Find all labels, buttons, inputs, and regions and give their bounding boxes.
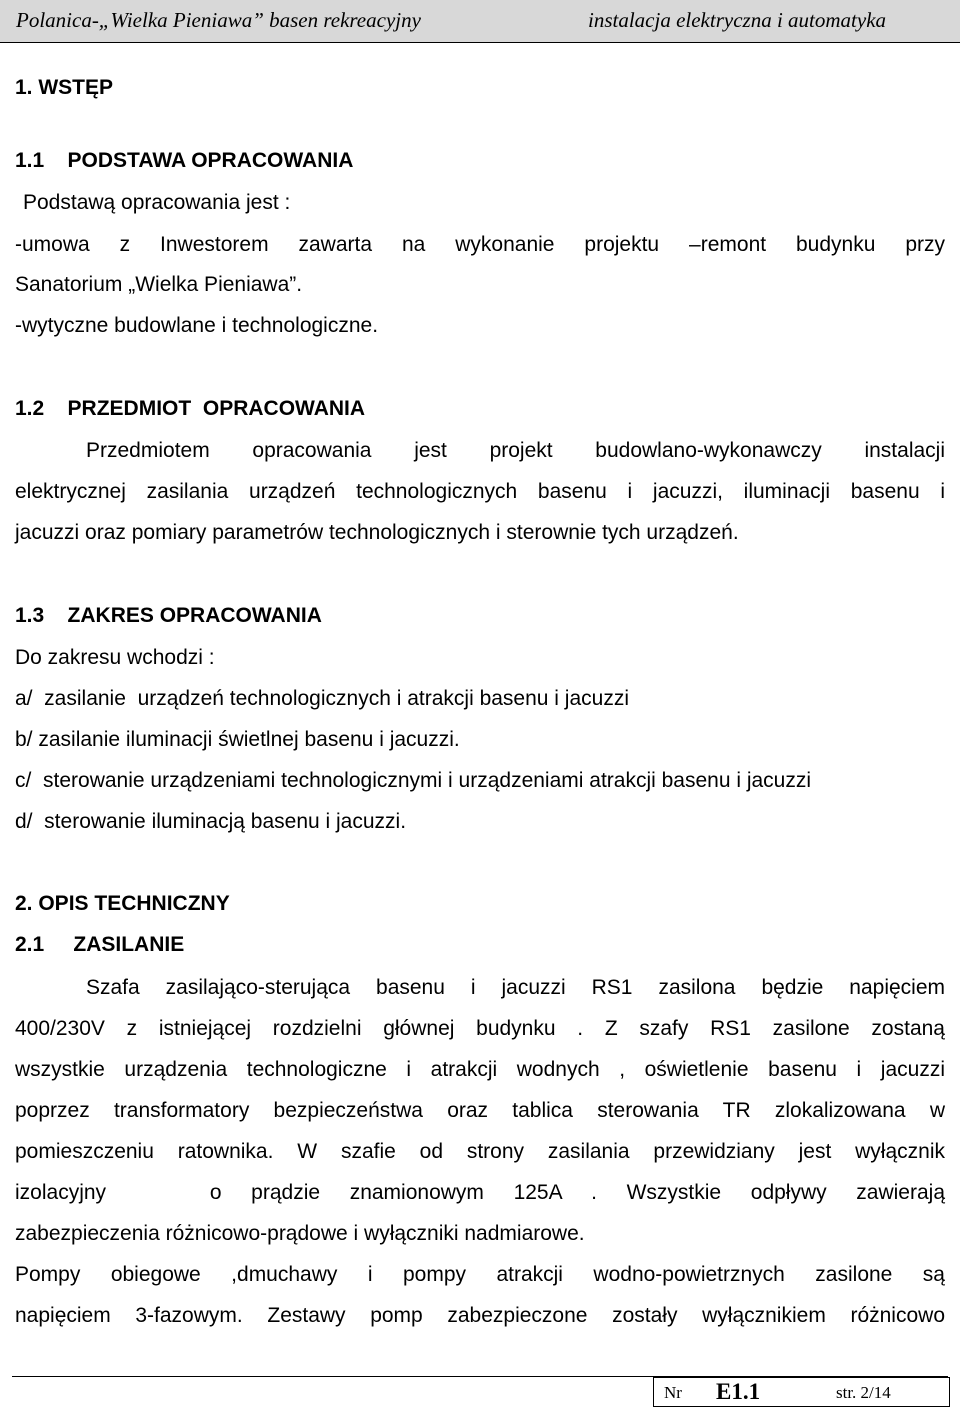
- section-1-2-line-2: elektrycznej zasilania urządzeń technologicznych basenu i jacuzzi, iluminacji basenu i: [15, 480, 945, 503]
- section-1-1-line-1: -umowa z Inwestorem zawarta na wykonanie projektu –remont budynku przy: [15, 233, 945, 256]
- section-1-1-intro: Podstawą opracowania jest :: [23, 191, 291, 214]
- section-2-1-line-9: napięciem 3-fazowym. Zestawy pomp zabezpieczone zostały wyłącznikiem różnicowo: [15, 1304, 945, 1327]
- section-2-1-line-6: izolacyjny o prądzie znamionowym 125A . Wszystkie odpływy zawierają: [15, 1181, 945, 1204]
- header-divider: [0, 42, 960, 43]
- scope-item-a: a/ zasilanie urządzeń technologicznych i atrakcji basenu i jacuzzi: [15, 687, 629, 710]
- header-project-title: Polanica-„Wielka Pieniawa” basen rekreacyjny: [16, 8, 421, 32]
- section-1-2-line-3: jacuzzi oraz pomiary parametrów technologicznych i sterownie tych urządzeń.: [15, 521, 739, 544]
- section-2-1-line-5: pomieszczeniu ratownika. W szafie od strony zasilania przewidziany jest wyłącznik: [15, 1140, 945, 1163]
- section-2-heading: 2. OPIS TECHNICZNY: [15, 892, 230, 915]
- section-1-3-intro: Do zakresu wchodzi :: [15, 646, 215, 669]
- section-1-heading: 1. WSTĘP: [15, 76, 114, 99]
- header-discipline: instalacja elektryczna i automatyka: [588, 8, 887, 32]
- section-1-1-line-2: Sanatorium „Wielka Pieniawa”.: [15, 273, 303, 296]
- section-2-1-line-8: Pompy obiegowe ,dmuchawy i pompy atrakcji wodno-powietrznych zasilone są: [15, 1263, 945, 1286]
- section-1-2-line-1: Przedmiotem opracowania jest projekt budowlano-wykonawczy instalacji: [86, 439, 945, 462]
- scope-item-c: c/ sterowanie urządzeniami technologicznymi i urządzeniami atrakcji basenu i jacuzzi: [15, 769, 812, 792]
- section-2-1-line-7: zabezpieczenia różnicowo-prądowe i wyłączniki nadmiarowe.: [15, 1222, 585, 1245]
- section-2-1-heading: 2.1 ZASILANIE: [15, 933, 185, 956]
- section-2-1-line-1: Szafa zasilająco-sterująca basenu i jacuzzi RS1 zasilona będzie napięciem: [86, 976, 945, 999]
- section-2-1-line-2: 400/230V z istniejącej rozdzielni głównej budynku . Z szafy RS1 zasilone zostaną: [15, 1017, 945, 1040]
- footer-document-code: E1.1: [716, 1379, 761, 1404]
- section-2-1-line-4: poprzez transformatory bezpieczeństwa oraz tablica sterowania TR zlokalizowana w: [15, 1099, 945, 1122]
- page-header: [0, 0, 960, 42]
- footer-page-number: str. 2/14: [836, 1383, 891, 1402]
- section-1-1-heading: 1.1 PODSTAWA OPRACOWANIA: [15, 149, 354, 172]
- scope-item-d: d/ sterowanie iluminacją basenu i jacuzzi.: [15, 810, 407, 833]
- section-1-2-heading: 1.2 PRZEDMIOT OPRACOWANIA: [15, 397, 366, 420]
- scope-item-b: b/ zasilanie iluminacji świetlnej basenu i jacuzzi.: [15, 728, 460, 751]
- footer-page-box: [653, 1377, 950, 1407]
- footer-nr-label: Nr: [664, 1383, 682, 1402]
- section-1-1-line-3: -wytyczne budowlane i technologiczne.: [15, 314, 379, 337]
- section-2-1-line-3: wszystkie urządzenia technologiczne i atrakcji wodnych , oświetlenie basenu i jacuzzi: [15, 1058, 945, 1081]
- section-1-3-heading: 1.3 ZAKRES OPRACOWANIA: [15, 604, 322, 627]
